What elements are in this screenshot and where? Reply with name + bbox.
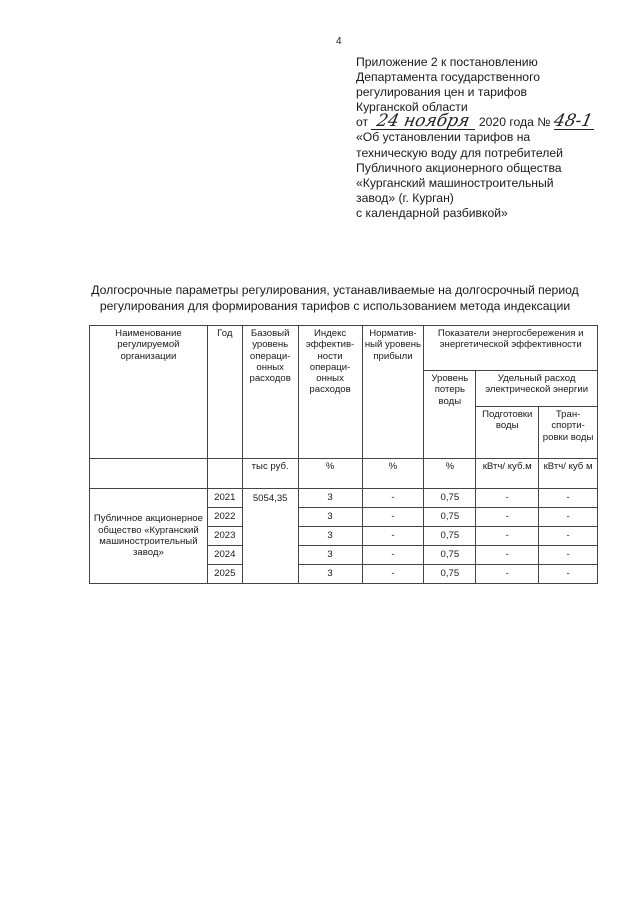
header-normative-profit: Норматив-ный уровень прибыли xyxy=(362,326,424,459)
transp-cell: - xyxy=(539,546,598,565)
profit-cell: - xyxy=(362,508,424,527)
header-org-name: Наименование регулируемой организации xyxy=(90,326,208,459)
organization-cell: Публичное акционерное общество «Курганский машиностроительный завод» xyxy=(90,489,208,584)
unit-water-loss: % xyxy=(424,459,476,489)
profit-cell: - xyxy=(362,527,424,546)
subject-line: «Курганский машиностроительный xyxy=(356,175,554,190)
page-number: 4 xyxy=(336,36,342,47)
units-org-empty xyxy=(90,459,208,489)
prep-cell: - xyxy=(476,565,539,584)
subject-line: завод» (г. Курган) xyxy=(356,190,454,205)
appendix-line: Департамента государственного xyxy=(356,70,541,85)
document-heading xyxy=(40,283,630,314)
index-cell: 3 xyxy=(298,489,362,508)
profit-cell: - xyxy=(362,489,424,508)
header-energy-indicators: Показатели энергосбережения и энергетической эффективности xyxy=(424,326,598,371)
transp-cell: - xyxy=(539,565,598,584)
date-prefix: от xyxy=(356,115,369,130)
unit-efficiency-index: % xyxy=(298,459,362,489)
prep-cell: - xyxy=(476,527,539,546)
subject-line: с календарной разбивкой» xyxy=(356,205,508,220)
header-specific-consumption: Удельный расход электрической энергии xyxy=(476,371,598,407)
loss-cell: 0,75 xyxy=(424,546,476,565)
parameters-table xyxy=(89,325,598,584)
unit-base-level: тыс руб. xyxy=(242,459,298,489)
subject-line: Публичного акционерного общества xyxy=(356,160,562,175)
header-year: Год xyxy=(207,326,242,459)
appendix-line: регулирования цен и тарифов xyxy=(356,85,527,100)
unit-transport: кВтч/ куб м xyxy=(539,459,598,489)
appendix-block xyxy=(356,55,626,221)
profit-cell: - xyxy=(362,565,424,584)
number-field xyxy=(551,111,595,132)
transp-cell: - xyxy=(539,489,598,508)
header-water-loss: Уровень потерь воды xyxy=(424,371,476,459)
transp-cell: - xyxy=(539,527,598,546)
index-cell: 3 xyxy=(298,565,362,584)
year-cell: 2025 xyxy=(207,565,242,584)
loss-cell: 0,75 xyxy=(424,565,476,584)
index-cell: 3 xyxy=(298,527,362,546)
heading-line: регулирования для формирования тарифов с использованием метода индексации xyxy=(99,298,571,313)
header-preparation: Подготовки воды xyxy=(476,407,539,459)
year-cell: 2021 xyxy=(207,489,242,508)
subject-line: «Об установлении тарифов на xyxy=(356,130,531,145)
transp-cell: - xyxy=(539,508,598,527)
loss-cell: 0,75 xyxy=(424,508,476,527)
index-cell: 3 xyxy=(298,508,362,527)
units-year-empty xyxy=(207,459,242,489)
prep-cell: - xyxy=(476,508,539,527)
unit-preparation: кВтч/ куб.м xyxy=(476,459,539,489)
heading-line: Долгосрочные параметры регулирования, устанавливаемые на долгосрочный период xyxy=(91,283,579,297)
year-cell: 2024 xyxy=(207,546,242,565)
index-cell: 3 xyxy=(298,546,362,565)
prep-cell: - xyxy=(476,489,539,508)
header-base-level: Базовый уровень операци-онных расходов xyxy=(242,326,298,459)
table-row xyxy=(90,489,598,508)
header-efficiency-index: Индекс эффектив-ности операци-онных расходов xyxy=(298,326,362,459)
profit-cell: - xyxy=(362,546,424,565)
base-value-cell: 5054,35 xyxy=(242,489,298,584)
handwritten-number: 48-1 xyxy=(551,111,595,132)
year-cell: 2023 xyxy=(207,527,242,546)
appendix-line: Приложение 2 к постановлению xyxy=(356,55,538,69)
subject-line: техническую воду для потребителей xyxy=(356,145,563,160)
date-field xyxy=(371,111,475,132)
handwritten-date: 24 ноября xyxy=(375,111,472,132)
unit-normative-profit: % xyxy=(362,459,424,489)
year-text: 2020 года № xyxy=(478,115,551,130)
year-cell: 2022 xyxy=(207,508,242,527)
prep-cell: - xyxy=(476,546,539,565)
appendix-line: Курганской области xyxy=(356,100,468,115)
appendix-date-line xyxy=(356,111,626,132)
header-transport: Тран-спорти-ровки воды xyxy=(539,407,598,459)
loss-cell: 0,75 xyxy=(424,489,476,508)
loss-cell: 0,75 xyxy=(424,527,476,546)
